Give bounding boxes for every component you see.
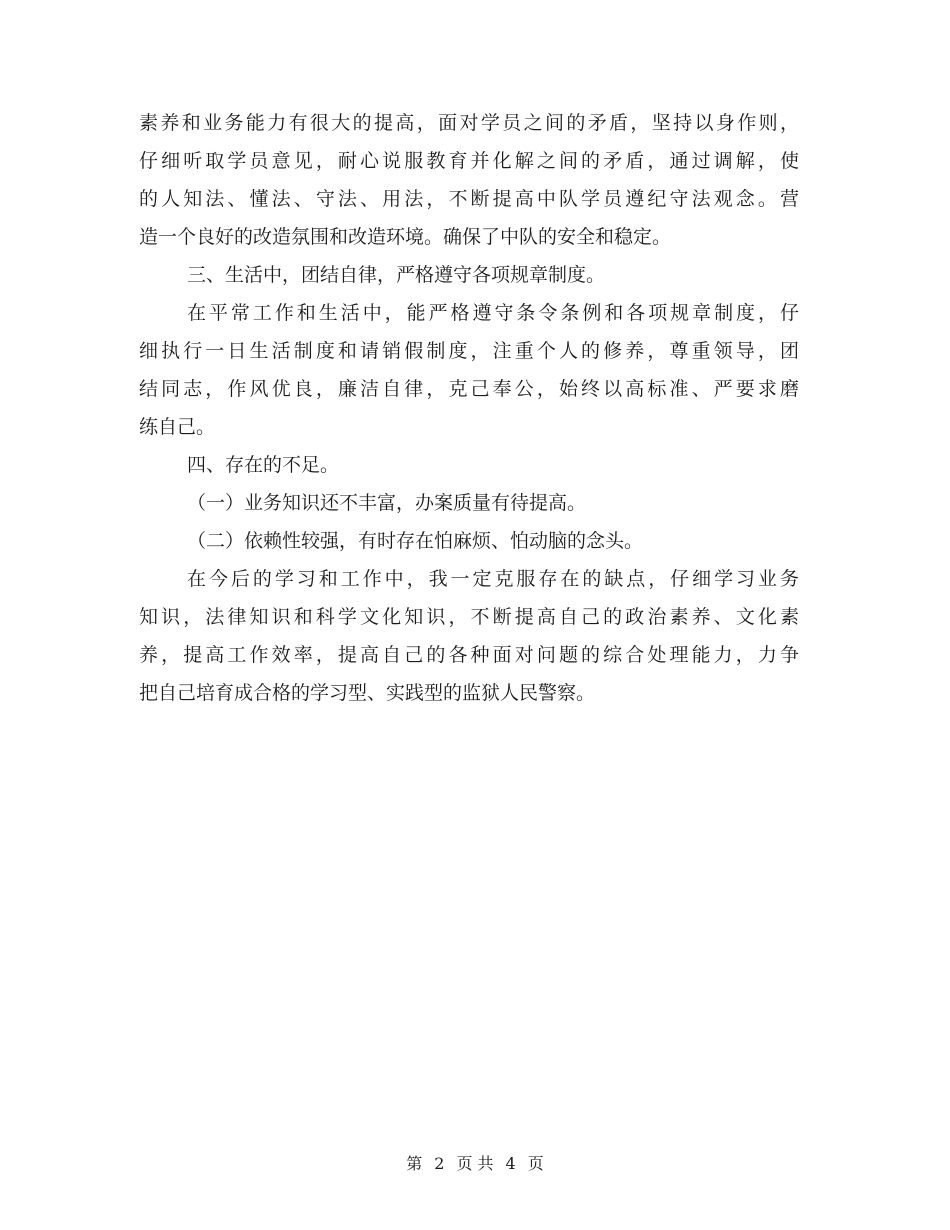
paragraph-line: 的人知法、懂法、守法、用法，不断提高中队学员遵纪守法观念。营 (139, 188, 799, 210)
list-item: （二）依赖性较强，有时存在怕麻烦、怕动脑的念头。 (187, 530, 644, 552)
paragraph-line: 把自己培育成合格的学习型、实践型的监狱人民警察。 (139, 682, 596, 704)
paragraph-line: 结同志，作风优良，廉洁自律，克己奉公，始终以高标准、严要求磨 (139, 378, 799, 400)
paragraph-line: 练自己。 (139, 416, 216, 438)
document-body (139, 104, 799, 712)
paragraph-line: 知识，法律知识和科学文化知识，不断提高自己的政治素养、文化素 (139, 606, 799, 628)
paragraph-line: 养，提高工作效率，提高自己的各种面对问题的综合处理能力，力争 (139, 644, 799, 666)
page-footer (0, 1152, 950, 1176)
paragraph-line: 细执行一日生活制度和请销假制度，注重个人的修养，尊重领导，团 (139, 340, 799, 362)
paragraph-line: 素养和业务能力有很大的提高，面对学员之间的矛盾，坚持以身作则， (139, 112, 799, 134)
total-pages-number: 4 (505, 1154, 516, 1173)
footer-middle: 页 共 (456, 1154, 494, 1173)
footer-prefix: 第 (406, 1154, 423, 1173)
footer-suffix: 页 (527, 1154, 544, 1173)
section-heading: 四、存在的不足。 (187, 454, 340, 476)
paragraph-line: 在今后的学习和工作中，我一定克服存在的缺点，仔细学习业务 (187, 568, 799, 590)
list-item: （一）业务知识还不丰富，办案质量有待提高。 (187, 492, 587, 514)
section-heading: 三、生活中，团结自律，严格遵守各项规章制度。 (187, 264, 606, 286)
paragraph-line: 造一个良好的改造氛围和改造环境。确保了中队的安全和稳定。 (139, 226, 672, 248)
paragraph-line: 仔细听取学员意见，耐心说服教育并化解之间的矛盾，通过调解，使 (139, 150, 799, 172)
current-page-number: 2 (434, 1154, 445, 1173)
paragraph-line: 在平常工作和生活中，能严格遵守条令条例和各项规章制度，仔 (187, 302, 799, 324)
